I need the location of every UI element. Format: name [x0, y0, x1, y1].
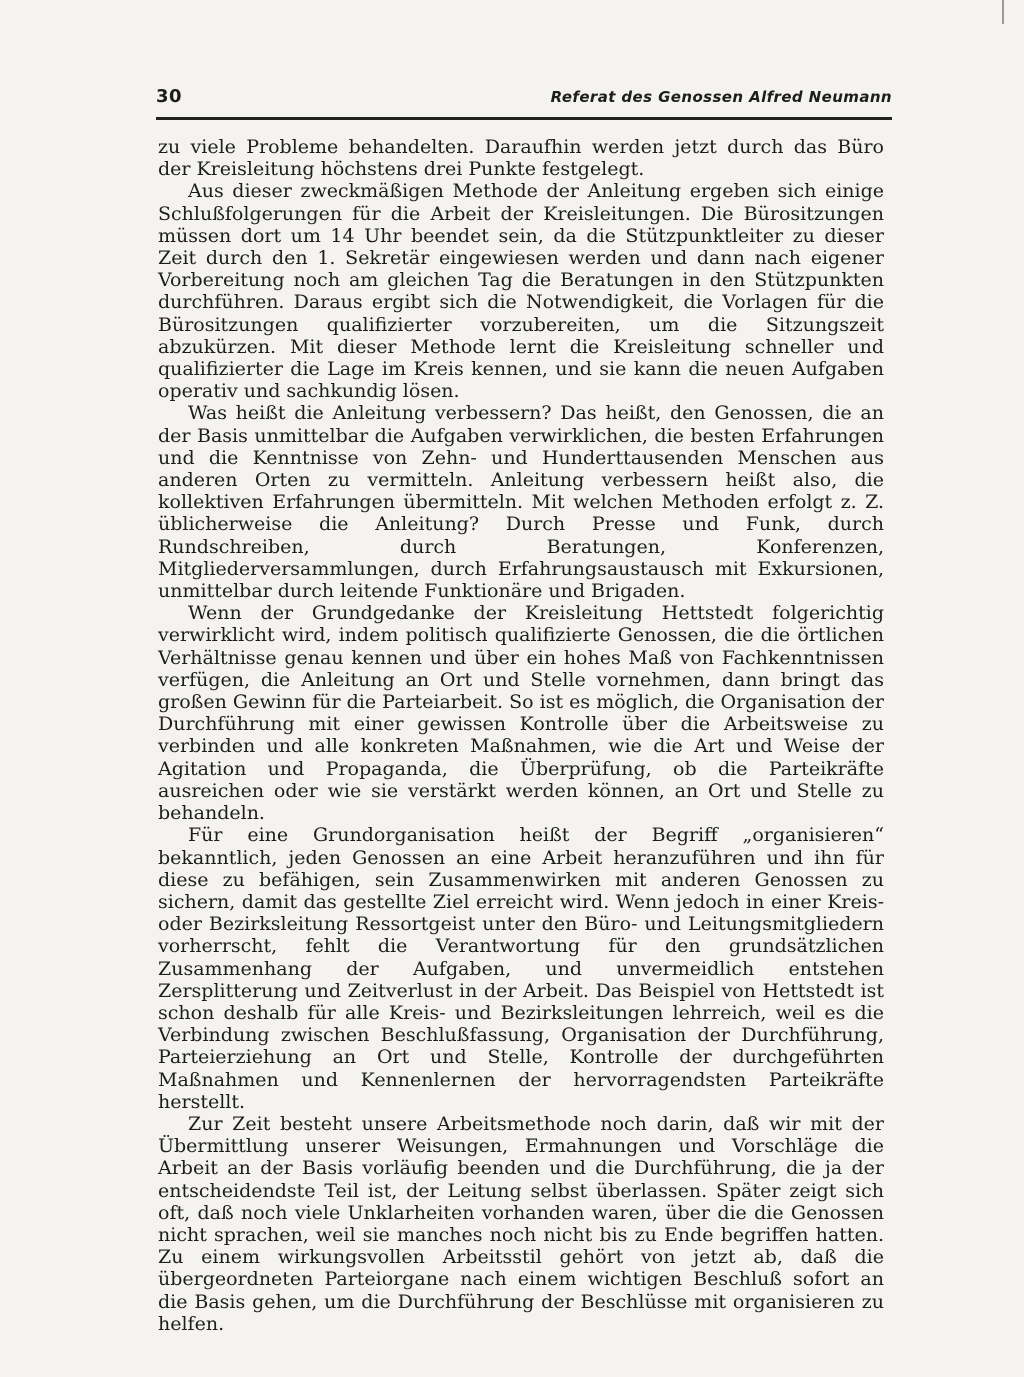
scan-margin-mark: [1002, 0, 1004, 24]
paragraph-6: Zur Zeit besteht unsere Arbeitsmethode noch darin, daß wir mit der Übermittlung unserer Weisungen, Ermahnungen und Vorschläge die Arbeit an der Basis vorläufig beenden und die Durchführung, die ja der entscheidendste Teil ist, der Leitung selbst überlassen. Später zeigt sich oft, daß noch viele Unklarheiten vorhanden waren, über die die Genossen nicht sprachen, weil sie manches noch nicht bis zu Ende begriffen hatten. Zu einem wirkungsvollen Arbeitsstil gehört von jetzt ab, daß die übergeordneten Parteiorgane nach einem wichtigen Beschluß sofort an die Basis gehen, um die Durchführung der Beschlüsse mit organisieren zu helfen.: [158, 1112, 884, 1335]
paragraph-3: Was heißt die Anleitung verbessern? Das heißt, den Genossen, die an der Basis unmittelbar die Aufgaben verwirklichen, die besten Erfahrungen und die Kenntnisse von Zehn- und Hunderttausenden Menschen aus anderen Orten zu vermitteln. Anleitung verbessern heißt also, die kollektiven Erfahrungen übermitteln. Mit welchen Methoden erfolgt z. Z. üblicherweise die Anleitung? Durch Presse und Funk, durch Rundschreiben, durch Beratungen, Konferenzen, Mitgliederversammlungen, durch Erfahrungsaustausch mit Exkursionen, unmittelbar durch leitende Funktionäre und Brigaden.: [158, 402, 884, 603]
paragraph-5: Für eine Grundorganisation heißt der Begriff „organisieren“ bekanntlich, jeden Genossen an eine Arbeit heranzuführen und ihn für diese zu befähigen, sein Zusammenwirken mit anderen Genossen zu sichern, damit das gestellte Ziel erreicht wird. Wenn jedoch in einer Kreis- oder Bezirksleitung Ressortgeist unter den Büro- und Leitungsmitgliedern vorherrscht, fehlt die Verantwortung für den grundsätzlichen Zusammenhang der Aufgaben, und unvermeidlich entstehen Zersplitterung und Zeitverlust in der Arbeit. Das Beispiel von Hettstedt ist schon deshalb für alle Kreis- und Bezirksleitungen lehrreich, weil es die Verbindung zwischen Beschlußfassung, Organisation der Durchführung, Parteierziehung an Ort und Stelle, Kontrolle der durchgeführten Maßnahmen und Kennenlernen der hervorragendsten Parteikräfte herstellt.: [158, 824, 884, 1113]
body-text: [158, 136, 884, 1335]
page-header: [156, 86, 892, 116]
page-number: 30: [156, 86, 183, 107]
header-rule: [156, 117, 892, 120]
paragraph-2: Aus dieser zweckmäßigen Methode der Anleitung ergeben sich einige Schlußfolgerungen für die Arbeit der Kreisleitungen. Die Bürositzungen müssen dort um 14 Uhr beendet sein, da die Stützpunktleiter zu dieser Zeit durch den 1. Sekretär eingewiesen werden und dann nach eigener Vorbereitung noch am gleichen Tag die Beratungen in den Stützpunkten durchführen. Daraus ergibt sich die Notwendigkeit, die Vorlagen für die Bürositzungen qualifizierter vorzubereiten, um die Sitzungszeit abzukürzen. Mit dieser Methode lernt die Kreisleitung schneller und qualifizierter die Lage im Kreis kennen, und sie kann die neuen Aufgaben operativ und sachkundig lösen.: [158, 180, 884, 403]
paragraph-4: Wenn der Grundgedanke der Kreisleitung Hettstedt folgerichtig verwirklicht wird, indem politisch qualifizierte Genossen, die die örtlichen Verhältnisse genau kennen und über ein hohes Maß von Fachkenntnissen verfügen, die Anleitung an Ort und Stelle vornehmen, dann bringt das großen Gewinn für die Parteiarbeit. So ist es möglich, die Organisation der Durchführung mit einer gewissen Kontrolle über die Arbeitsweise zu verbinden und alle konkreten Maßnahmen, wie die Art und Weise der Agitation und Propaganda, die Überprüfung, ob die Parteikräfte ausreichen oder wie sie verstärkt werden können, an Ort und Stelle zu behandeln.: [158, 602, 884, 825]
paragraph-1: zu viele Probleme behandelten. Daraufhin werden jetzt durch das Büro der Kreisleitung höchstens drei Punkte festgelegt.: [158, 136, 884, 181]
running-head: Referat des Genossen Alfred Neumann: [550, 88, 892, 106]
